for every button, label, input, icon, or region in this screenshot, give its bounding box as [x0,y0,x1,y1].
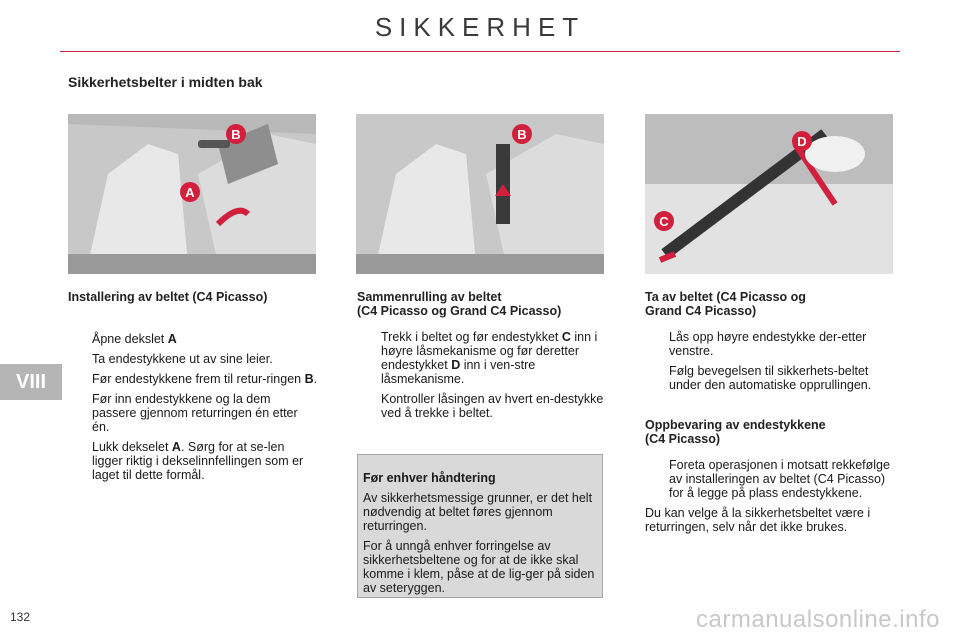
watermark: carmanualsonline.info [696,606,940,633]
chapter-tab: VIII [0,364,62,400]
list-item: Foreta operasjonen i motsatt rekkefølge av installeringen av beltet (C4 Picasso) for å legge på plass endestykkene. [669,458,890,500]
photo-retract [356,114,604,274]
remove-illustration [645,114,893,274]
warning-note [357,454,603,598]
column-install [68,290,318,488]
note-title: Før enhver håndtering [363,471,496,485]
header-divider [60,51,900,52]
list-item: Kontroller låsingen av hvert en-destykke ved å trekke i beltet. [381,392,604,420]
list-item: Åpne dekslet A [92,332,177,346]
list-item: Lås opp høyre endestykke der-etter venstre. [669,330,867,358]
label-d: D [797,134,807,149]
retract-illustration [356,114,604,274]
section-title: Sikkerhetsbelter i midten bak [68,74,263,90]
install-illustration [68,114,316,274]
label-b: B [517,127,527,142]
page-number: 132 [10,610,31,624]
storage-text: Du kan velge å la sikkerhetsbeltet være i returringen, selv når det ikke brukes. [645,506,871,534]
page-title: SIKKERHET [374,12,586,42]
label-c-marker [654,211,674,231]
label-d-marker [792,131,812,151]
list-item: Trekk i beltet og før endestykket C inn i høyre låsmekanisme og før deretter endestykket D inn i ven-stre låsmekanisme. [381,330,598,386]
list-item: Ta endestykkene ut av sine leier. [92,352,273,366]
note-paragraph: Av sikkerhetsmessige grunner, er det helt nødvendig at beltet føres gjennom returringen. [363,491,593,533]
label-a-marker [180,182,200,202]
label-b: B [231,127,241,142]
label-b-marker [226,124,246,144]
remove-heading: Ta av beltet (C4 Picasso og Grand C4 Picasso) [645,290,806,318]
note-paragraph: For å unngå enhver forringelse av sikkerhetsbeltene og for at de ikke skal komme i klem, påse at de lig-ger på siden av seteryggen. [363,539,595,595]
storage-heading: Oppbevaring av endestykkene (C4 Picasso) [645,418,826,446]
column-retract [357,290,605,426]
list-item: Lukk dekselet A. Sørg for at se-len ligger riktig i dekselinnfellingen som er laget til dette formål. [92,440,304,482]
list-item: Før endestykkene frem til retur-ringen B. [92,372,318,386]
remove-steps [645,330,893,392]
storage-steps [645,458,893,500]
photo-remove [645,114,893,274]
label-b-marker [512,124,532,144]
label-c: C [659,214,669,229]
install-heading: Installering av beltet (C4 Picasso) [68,290,268,304]
label-a: A [185,185,195,200]
install-steps [68,332,318,482]
list-item: Følg bevegelsen til sikkerhets-beltet under den automatiske opprullingen. [669,364,872,392]
retract-steps [357,330,605,420]
column-remove [645,290,893,534]
photo-install [68,114,316,274]
list-item: Før inn endestykkene og la dem passere gjennom returringen én etter én. [92,392,298,434]
retract-heading: Sammenrulling av beltet (C4 Picasso og Grand C4 Picasso) [357,290,562,318]
